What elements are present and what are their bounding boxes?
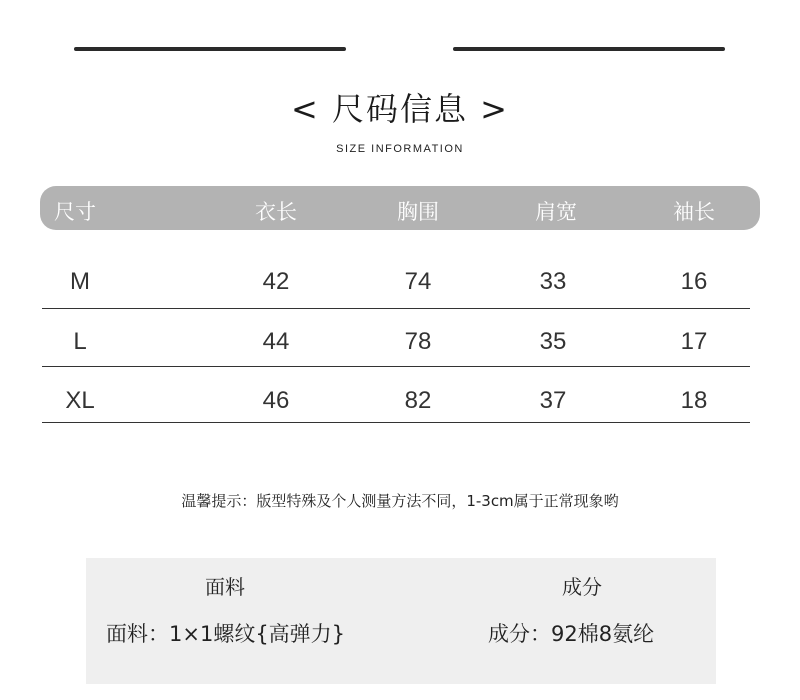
table-cell: 35 <box>539 328 567 355</box>
table-cell: 44 <box>262 328 290 355</box>
composition-value: 成分：92棉8氨纶 <box>488 622 655 646</box>
header-size: 尺寸 <box>54 200 96 224</box>
table-cell-size: L <box>73 328 87 355</box>
decorative-line-right <box>453 47 725 51</box>
header-length: 衣长 <box>255 200 297 224</box>
header-sleeve: 袖长 <box>673 200 715 224</box>
table-cell: 78 <box>404 328 432 355</box>
page-subtitle: SIZE INFORMATION <box>336 143 464 155</box>
header-chest: 胸围 <box>397 200 439 224</box>
composition-heading: 成分 <box>562 575 602 599</box>
table-cell-size: M <box>70 268 90 295</box>
decorative-line-left <box>74 47 346 51</box>
header-shoulder: 肩宽 <box>535 200 577 224</box>
table-cell: 18 <box>680 387 708 414</box>
table-cell: 37 <box>539 387 567 414</box>
table-cell: 46 <box>262 387 290 414</box>
size-tip-note: 温馨提示：版型特殊及个人测量方法不同，1-3cm属于正常现象哟 <box>181 492 619 510</box>
table-cell-size: XL <box>65 387 95 414</box>
table-cell: 33 <box>539 268 567 295</box>
table-cell: 17 <box>680 328 708 355</box>
fabric-value: 面料：1×1螺纹{高弹力} <box>106 622 346 646</box>
table-cell: 16 <box>680 268 708 295</box>
fabric-heading: 面料 <box>205 575 245 599</box>
table-cell: 42 <box>262 268 290 295</box>
page-title: < 尺码信息 > <box>291 90 509 128</box>
table-cell: 82 <box>404 387 432 414</box>
table-cell: 74 <box>404 268 432 295</box>
